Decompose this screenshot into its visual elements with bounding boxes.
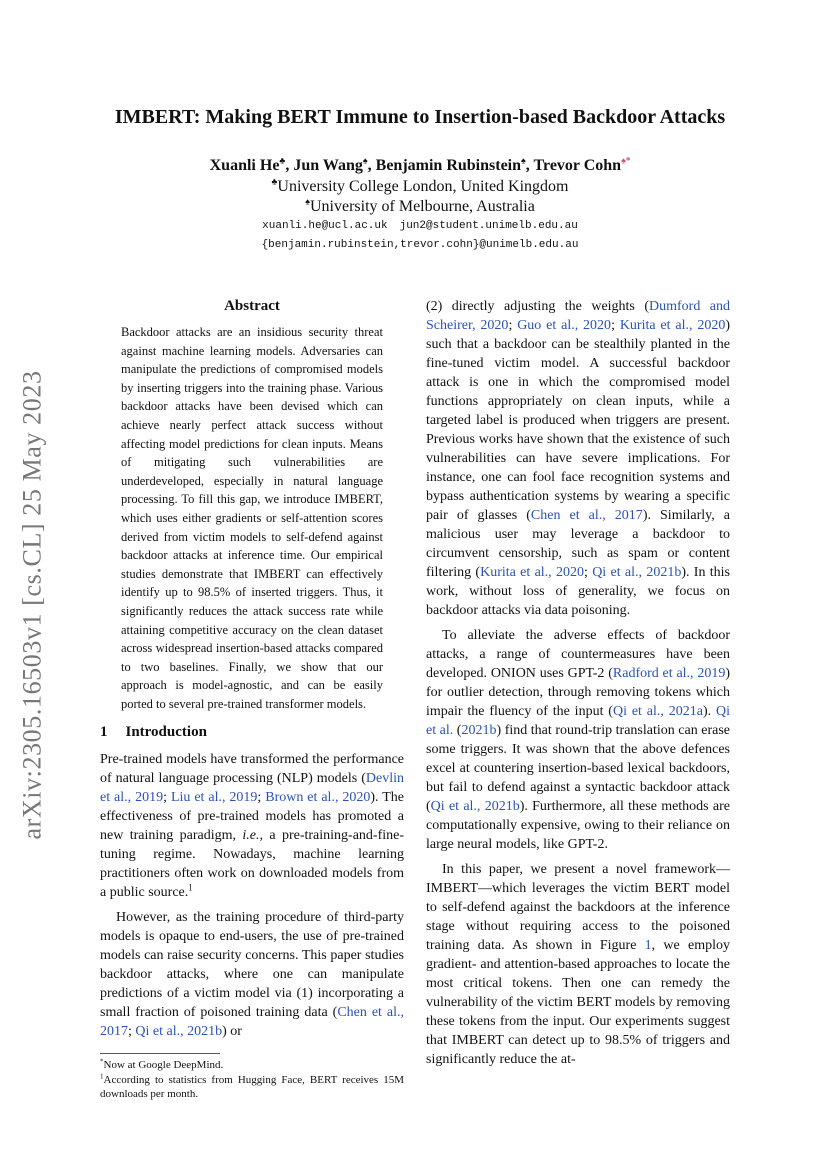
author: Jun Wang♠ bbox=[293, 155, 368, 174]
paragraph bbox=[426, 626, 730, 854]
email[interactable]: xuanli.he@ucl.ac.uk bbox=[262, 220, 388, 232]
paragraph bbox=[426, 860, 730, 1069]
text-run: To alleviate the adverse effects of backdoor attacks, a range of countermeasures have been developed. ONION uses GPT-2 ( bbox=[426, 628, 730, 681]
text-run: (2) directly adjusting the weights ( bbox=[426, 299, 649, 314]
email-line bbox=[80, 236, 760, 255]
citation-link[interactable]: Qi et al., 2021a bbox=[612, 704, 703, 719]
author: Benjamin Rubinstein♠ bbox=[375, 155, 526, 174]
citation-link[interactable]: Chen et al., 2017 bbox=[100, 1005, 404, 1040]
citation-link[interactable]: Kurita et al., 2020 bbox=[480, 565, 584, 580]
citation-link[interactable]: Qi et al., 2021b bbox=[135, 1024, 223, 1040]
text-run: However, as the training procedure of third-party models is opaque to end-users, the use of pre-trained models can raise security concerns. This paper studies backdoor attacks, where one can manipulate predictions of a victim model via (1) incorporating a small fraction of poisoned training data ( bbox=[100, 910, 404, 1021]
arxiv-stamp-text: arXiv:2305.16503v1 [cs.CL] 25 May 2023 bbox=[18, 370, 48, 840]
author: Xuanli He♣ bbox=[209, 155, 286, 174]
footnote: $^1$According to statistics from Hugging Face, BERT receives 15M downloads per month. bbox=[100, 1072, 404, 1101]
citation-link[interactable]: Liu et al., 2019 bbox=[170, 790, 258, 806]
citation-link[interactable]: Qi et al. bbox=[426, 704, 731, 738]
text-run: ) such that a backdoor can be stealthily planted in the fine-tuned victim model. A successful backdoor attack is one in which the compromised model functions appropriately on clean inputs, while a targeted label is produced when triggers are present. Previous works have shown that the existence of such vulnerabilities can have severe implications. For instance, one can fool face recognition systems and bypass authentication systems by wearing a specific pair of glasses ( bbox=[426, 318, 731, 523]
citation-link[interactable]: 1 bbox=[644, 938, 652, 953]
footnote-marker[interactable]: 1 bbox=[188, 882, 193, 893]
text-run: ). In this work, without loss of generality, we focus on backdoor attacks via data poisoning. bbox=[426, 565, 730, 618]
text-run: ; bbox=[163, 790, 171, 806]
author-block bbox=[80, 155, 760, 255]
left-column bbox=[100, 297, 404, 1101]
footnote: *Now at Google DeepMind. bbox=[100, 1057, 224, 1072]
paper-title: IMBERT: Making BERT Immune to Insertion-based Backdoor Attacks bbox=[114, 106, 726, 128]
text-run: ) or bbox=[222, 1024, 242, 1040]
text-run: ; bbox=[128, 1024, 136, 1040]
text-run: ). Similarly, a malicious user may leverage a backdoor to circumvent censorship, such as spam or content filtering ( bbox=[426, 508, 730, 580]
arxiv-stamp bbox=[12, 355, 54, 855]
affiliation: ♣University College London, United Kingdom bbox=[271, 176, 569, 195]
right-column bbox=[426, 297, 730, 1069]
citation-link[interactable]: Qi et al., 2021b bbox=[430, 799, 520, 814]
text-run: ; bbox=[257, 790, 266, 806]
citation-link[interactable]: Dumford and Scheirer, 2020 bbox=[426, 299, 730, 333]
italic-text: i.e., bbox=[242, 828, 263, 844]
text-run: ; bbox=[583, 565, 593, 580]
text-run: ). bbox=[702, 704, 717, 719]
citation-link[interactable]: Kurita et al., 2020 bbox=[619, 318, 726, 333]
text-run: ; bbox=[611, 318, 620, 333]
citation-link[interactable]: Radford et al., 2019 bbox=[612, 666, 726, 681]
author-names: Xuanli He♣, Jun Wang♠, Benjamin Rubinstein♠, Trevor Cohn♠* bbox=[209, 155, 631, 174]
email[interactable]: {benjamin.rubinstein,trevor.cohn}@unimelb.edu.au bbox=[261, 239, 579, 251]
text-run: ( bbox=[453, 723, 462, 738]
citation-link[interactable]: Chen et al., 2017 bbox=[530, 508, 643, 523]
author: Trevor Cohn♠* bbox=[533, 155, 631, 174]
paragraph bbox=[100, 750, 404, 902]
abstract-heading: Abstract bbox=[224, 298, 280, 314]
text-run: Pre-trained models have transformed the performance of natural language processing (NLP) models ( bbox=[100, 752, 404, 787]
citation-link[interactable]: 2021b bbox=[461, 723, 497, 738]
citation-link[interactable]: Qi et al., 2021b bbox=[592, 565, 682, 580]
text-run: In this paper, we present a novel framework—IMBERT—which leverages the victim BERT model to self-defend against the backdoors at the inference stage without requiring access to the poisoned training data. As shown in Figure bbox=[426, 862, 730, 953]
text-run: ) for outlier detection, through removing tokens which impair the fluency of the input ( bbox=[426, 666, 731, 719]
email-line bbox=[80, 217, 760, 236]
text-run: a pre-training-and-fine-tuning regime. Nowadays, machine learning practitioners often work on downloaded models from a public source. bbox=[100, 828, 404, 901]
text-run: ) find that round-trip translation can erase some triggers. It was shown that the above defences excel at countering insertion-based lexical backdoors, but fail to defend against a syntactic backdoor attack ( bbox=[426, 723, 731, 814]
section-heading: 1 Introduction bbox=[100, 724, 207, 741]
text-run: ). Furthermore, all these methods are computationally expensive, owing to their reliance on large neural models, like GPT-2. bbox=[426, 799, 730, 852]
citation-link[interactable]: Brown et al., 2020 bbox=[265, 790, 371, 806]
email[interactable]: jun2@student.unimelb.edu.au bbox=[399, 220, 578, 232]
text-run: , we employ gradient- and attention-based approaches to locate the most critical tokens. Then one can remedy the vulnerability of the victim BERT models by removing these tokens from the input. Our experiments suggest that IMBERT can detect up to 98.5% of triggers and significantly reduce the at- bbox=[426, 938, 730, 1067]
text-run: ; bbox=[508, 318, 518, 333]
abstract-text: Backdoor attacks are an insidious security threat against machine learning models. Adversaries can manipulate the predictions of compromised models by inserting triggers into the training phase. Various backdoor attacks have been devised which can achieve nearly perfect attack success without affecting model predictions for clean inputs. Means of mitigating such vulnerabilities are underdeveloped, especially in natural language processing. To fill this gap, we introduce IMBERT, which uses either gradients or self-attention scores derived from victim models to self-defend against backdoor attacks at inference time. Our empirical studies demonstrate that IMBERT can effectively identify up to 98.5% of inserted triggers. Thus, it significantly reduces the attack success rate while attaining competitive accuracy on the clean dataset across widespread insertion-based attacks compared to two baselines. Finally, we show that our approach is model-agnostic, and can be easily ported to several pre-trained transformer models. bbox=[121, 325, 383, 711]
citation-link[interactable]: Devlin et al., 2019 bbox=[100, 771, 404, 806]
affiliation: ♠University of Melbourne, Australia bbox=[305, 196, 535, 215]
footnote-rule bbox=[100, 1053, 220, 1054]
paragraph bbox=[426, 297, 730, 620]
citation-link[interactable]: Guo et al., 2020 bbox=[517, 318, 612, 333]
text-run: ). The effectiveness of pre-trained models has promoted a new training paradigm, bbox=[100, 790, 405, 844]
paragraph bbox=[100, 908, 404, 1041]
